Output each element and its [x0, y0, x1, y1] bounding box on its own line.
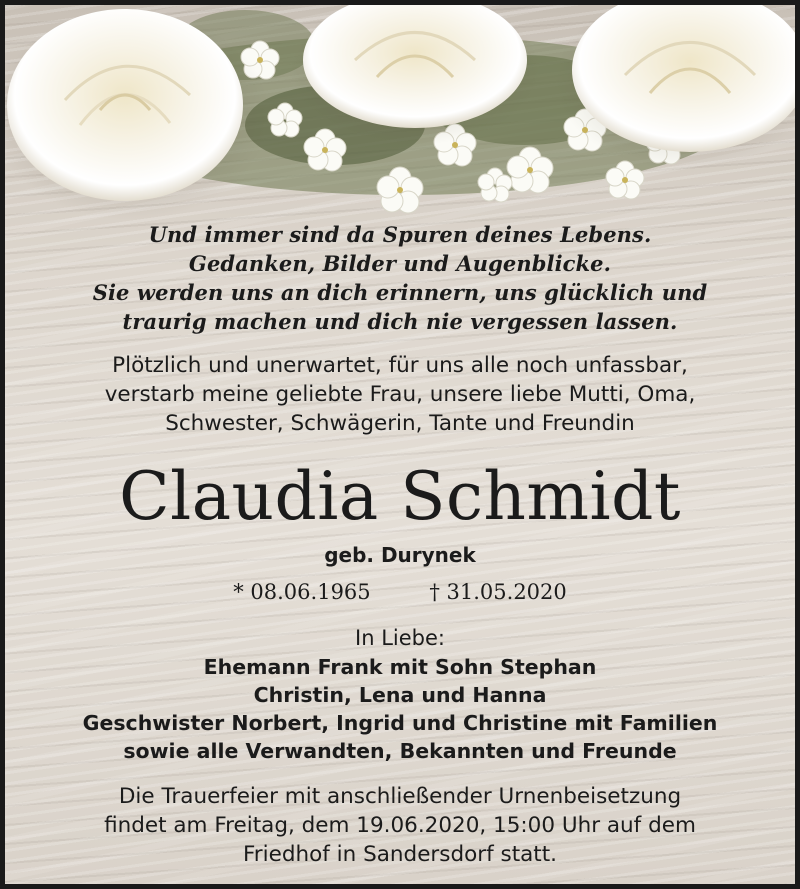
birth-date: * 08.06.1965 [233, 580, 371, 604]
verse-line: traurig machen und dich nie vergessen lassen. [122, 309, 678, 334]
funeral-line: Friedhof in Sandersdorf statt. [242, 842, 558, 867]
memorial-verse [5, 220, 795, 336]
verse-line: Sie werden uns an dich erinnern, uns glücklich und [92, 280, 708, 305]
mourner-line: Christin, Lena und Hanna [253, 683, 547, 707]
verse-line: Und immer sind da Spuren deines Lebens. [148, 222, 652, 247]
mourners-list [5, 653, 795, 765]
maiden-name: geb. Durynek [324, 543, 476, 567]
obituary-card [5, 5, 795, 884]
deceased-name: Claudia Schmidt [119, 458, 681, 535]
funeral-line: Die Trauerfeier mit anschließender Urnenbeisetzung [118, 784, 682, 809]
mourner-line: Geschwister Norbert, Ingrid und Christine mit Familien [82, 711, 718, 735]
funeral-info [5, 782, 795, 869]
obituary-content [5, 5, 795, 884]
funeral-line: findet am Freitag, dem 19.06.2020, 15:00 Uhr auf dem [104, 813, 696, 838]
death-announcement [5, 351, 795, 438]
announcement-line: Plötzlich und unerwartet, für uns alle noch unfassbar, [112, 353, 688, 378]
announcement-line: Schwester, Schwägerin, Tante und Freundin [165, 411, 635, 436]
announcement-line: verstarb meine geliebte Frau, unsere liebe Mutti, Oma, [104, 382, 696, 407]
mourner-line: Ehemann Frank mit Sohn Stephan [203, 655, 597, 679]
mourners-intro: In Liebe: [355, 626, 445, 650]
verse-line: Gedanken, Bilder und Augenblicke. [188, 251, 612, 276]
death-date: † 31.05.2020 [429, 580, 567, 604]
mourner-line: sowie alle Verwandten, Bekannten und Freunde [123, 739, 677, 763]
life-dates [5, 577, 795, 607]
